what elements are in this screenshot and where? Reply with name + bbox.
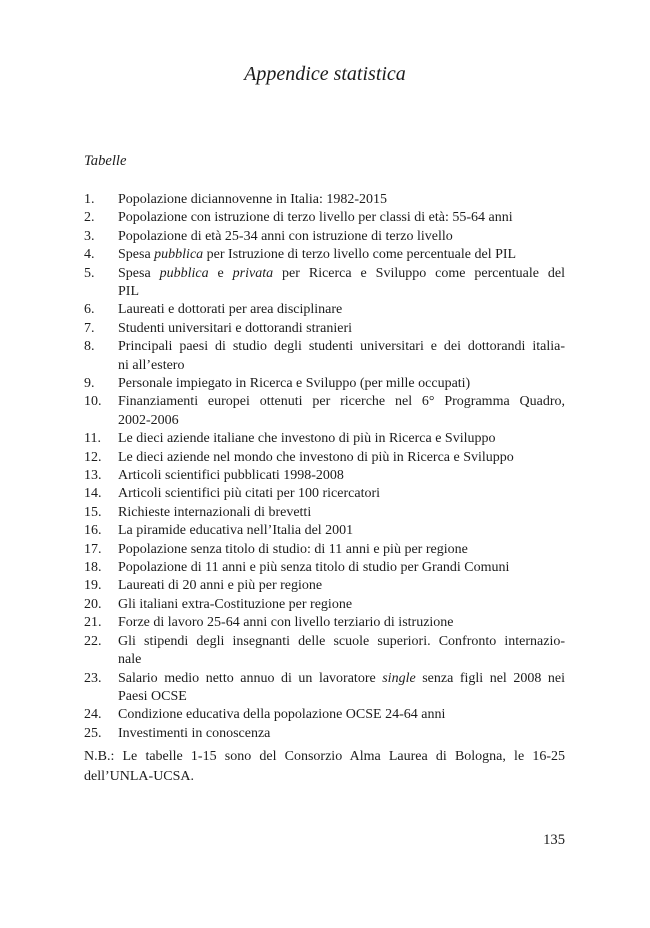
item-text-line: Paesi OCSE (118, 688, 187, 704)
item-number: 2. (84, 210, 95, 226)
list-item (84, 375, 565, 393)
list-item (84, 485, 565, 503)
item-text-line: Spesa pubblica e privata per Ricerca e Sviluppo come percentuale del (118, 265, 565, 281)
tables-list (84, 191, 565, 743)
list-item (84, 577, 565, 595)
item-text-line: Articoli scientifici più citati per 100 ricercatori (118, 486, 381, 502)
item-text-line: Popolazione di 11 anni e più senza titolo di studio per Grandi Comuni (118, 560, 510, 576)
item-text-line: Studenti universitari e dottorandi stranieri (118, 320, 353, 336)
item-number: 3. (84, 228, 95, 244)
list-item (84, 614, 565, 632)
item-text-line: Le dieci aziende nel mondo che investono di più in Ricerca e Sviluppo (118, 449, 514, 465)
item-text-line: Personale impiegato in Ricerca e Sviluppo (per mille occupati) (118, 376, 471, 392)
item-number: 8. (84, 339, 95, 355)
item-number: 18. (84, 560, 102, 576)
item-text-line: Popolazione di età 25-34 anni con istruzione di terzo livello (118, 228, 453, 244)
item-number: 10. (84, 394, 102, 410)
item-number: 14. (84, 486, 102, 502)
item-number: 21. (84, 615, 102, 631)
item-text-line: Popolazione con istruzione di terzo livello per classi di età: 55-64 anni (118, 210, 513, 226)
item-number: 11. (84, 431, 101, 447)
section-label: Tabelle (84, 153, 127, 169)
list-item (84, 706, 565, 724)
list-item (84, 541, 565, 559)
item-number: 12. (84, 449, 102, 465)
page-title: Appendice statistica (244, 63, 406, 85)
item-number: 22. (84, 633, 102, 649)
item-number: 5. (84, 265, 95, 281)
item-number: 1. (84, 192, 95, 207)
page-number: 135 (543, 832, 565, 848)
item-number: 24. (84, 707, 102, 723)
item-text-line: Principali paesi di studio degli studenti universitari e dei dottorandi italia- (118, 339, 565, 355)
item-text-line: Spesa pubblica per Istruzione di terzo livello come percentuale del PIL (118, 247, 517, 263)
item-text-line: Articoli scientifici pubblicati 1998-2008 (118, 468, 344, 484)
item-text-line: ni all’estero (118, 357, 185, 373)
item-text-line: Popolazione diciannovenne in Italia: 1982-2015 (118, 192, 388, 207)
item-number: 15. (84, 504, 102, 520)
note-line: N.B.: Le tabelle 1-15 sono del Consorzio Alma Laurea di Bologna, le 16-25 (84, 749, 565, 764)
list-item (84, 246, 565, 264)
item-text-line: Gli stipendi degli insegnanti delle scuole superiori. Confronto internazio- (118, 633, 565, 649)
item-text-line: PIL (118, 284, 139, 300)
list-item (84, 522, 565, 540)
list-item (84, 265, 565, 302)
item-text-line: Salario medio netto annuo di un lavoratore single senza figli nel 2008 nei (118, 670, 565, 686)
item-number: 13. (84, 468, 102, 484)
list-item (84, 467, 565, 485)
list-item (84, 633, 565, 670)
item-text-line: nale (118, 652, 142, 668)
list-item (84, 228, 565, 246)
item-text-line: Popolazione senza titolo di studio: di 11 anni e più per regione (118, 541, 468, 557)
list-item (84, 725, 565, 743)
note (84, 747, 565, 787)
list-item (84, 191, 565, 209)
list-item (84, 209, 565, 227)
list-item (84, 301, 565, 319)
item-number: 19. (84, 578, 102, 594)
item-number: 16. (84, 523, 102, 539)
item-text-line: Richieste internazionali di brevetti (118, 504, 312, 520)
list-item (84, 504, 565, 522)
item-number: 7. (84, 320, 95, 336)
item-text-line: Forze di lavoro 25-64 anni con livello terziario di istruzione (118, 615, 454, 631)
item-text-line: Finanziamenti europei ottenuti per ricerche nel 6° Programma Quadro, (118, 394, 565, 410)
item-number: 9. (84, 376, 95, 392)
item-text-line: Laureati e dottorati per area disciplinare (118, 302, 343, 318)
list-item (84, 670, 565, 707)
list-item (84, 559, 565, 577)
list-item (84, 338, 565, 375)
item-number: 20. (84, 596, 102, 612)
item-text-line: Le dieci aziende italiane che investono di più in Ricerca e Sviluppo (118, 431, 496, 447)
list-item (84, 320, 565, 338)
item-text-line: Condizione educativa della popolazione OCSE 24-64 anni (118, 707, 446, 723)
list-item (84, 449, 565, 467)
item-text-line: La piramide educativa nell’Italia del 2001 (118, 523, 354, 539)
item-number: 4. (84, 247, 95, 263)
list-item (84, 596, 565, 614)
item-text-line: Laureati di 20 anni e più per regione (118, 578, 323, 594)
item-text-line: Investimenti in conoscenza (118, 725, 271, 741)
list-item (84, 393, 565, 430)
list-item (84, 430, 565, 448)
item-number: 25. (84, 725, 102, 741)
item-number: 17. (84, 541, 102, 557)
item-text-line: Gli italiani extra-Costituzione per regione (118, 596, 353, 612)
item-text-line: 2002-2006 (118, 412, 179, 428)
item-number: 6. (84, 302, 95, 318)
note-line: dell’UNLA-UCSA. (84, 768, 195, 784)
item-number: 23. (84, 670, 102, 686)
